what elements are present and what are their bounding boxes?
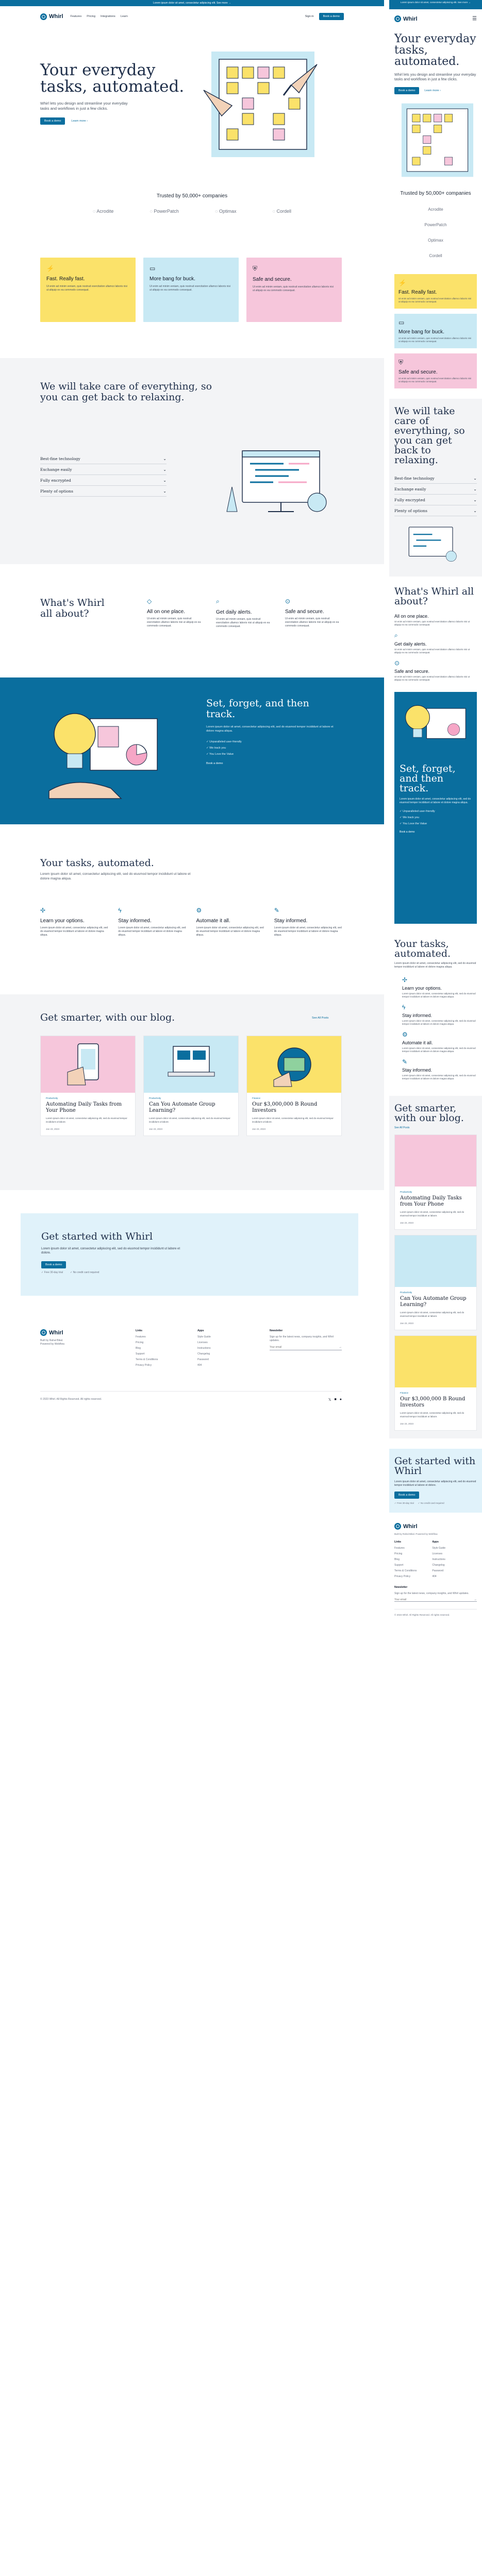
announcement-bar[interactable]: Lorem ipsum dolor sit amet, consectetur adipiscing elit. See more → bbox=[0, 0, 384, 6]
footer-link[interactable]: Terms & Conditions bbox=[394, 1569, 417, 1572]
mobile-newsletter bbox=[394, 1586, 477, 1602]
instagram-icon[interactable]: ● bbox=[339, 1398, 342, 1401]
accordion-item[interactable]: Best-fine technology ⌄ bbox=[394, 473, 477, 484]
mobile-see-all-posts-link[interactable]: See All Posts bbox=[394, 1126, 410, 1129]
blog-excerpt: Lorem ipsum dolor sit amet, consectetur adipiscing elit, sed do eiusmod tempor incididunt ut labore. bbox=[149, 1117, 230, 1123]
search-icon: ⌕ bbox=[394, 632, 398, 639]
blog-card[interactable] bbox=[394, 1134, 477, 1230]
footer-link[interactable]: 404 bbox=[432, 1575, 437, 1578]
about-feature-text: Ut enim ad minim veniam, quis nostrud exercitation ullamco laboris nisi ut aliquip ex ea commodo consequat. bbox=[394, 648, 470, 654]
task-feature-title: Stay informed. bbox=[274, 918, 308, 924]
nav-link-features[interactable]: Features bbox=[70, 15, 82, 18]
gear-icon: ⚙ bbox=[196, 907, 202, 914]
mobile-about-title: What's Whirl all about? bbox=[394, 586, 474, 607]
about-feature-title: Get daily alerts. bbox=[394, 641, 427, 647]
task-feature-text: Lorem ipsum dolor sit amet, consectetur adipiscing elit, sed do eiusmod tempor incididunt ut labore et dolore magna aliqua. bbox=[402, 1074, 476, 1080]
footer-link[interactable]: Licenses bbox=[197, 1341, 208, 1344]
accordion-item[interactable]: Best-fine technology ⌄ bbox=[40, 453, 167, 464]
gear-icon: ⚙ bbox=[402, 1031, 408, 1038]
footer-link[interactable]: Features bbox=[136, 1335, 146, 1338]
logo-icon bbox=[394, 15, 401, 22]
footer-bottom bbox=[40, 1391, 342, 1402]
blog-tag: Productivity bbox=[400, 1291, 412, 1294]
lightning-icon: ϟ bbox=[402, 1004, 406, 1011]
blog-date: Jan 23, 2023 bbox=[400, 1222, 414, 1224]
footer-link[interactable]: Blog bbox=[394, 1558, 400, 1561]
search-icon: ⌕ bbox=[216, 598, 220, 605]
footer-link[interactable]: Terms & Conditions bbox=[136, 1358, 158, 1361]
accordion-item[interactable]: Exchange easily ⌄ bbox=[394, 484, 477, 495]
tasks-header bbox=[40, 858, 195, 881]
value-card-text: Ut enim ad minim veniam, quis nostrud exercitation ullamco laboris nisi ut aliquip ex ea commodo consequat. bbox=[253, 285, 334, 292]
feature-accordion bbox=[40, 453, 167, 497]
copyright: © 2023 Whirl. All Rights Reserved. All rights reserved. bbox=[394, 1609, 477, 1616]
about-feature bbox=[216, 598, 274, 629]
about-feature bbox=[147, 598, 205, 629]
mobile-learn-more-link[interactable]: Learn more › bbox=[424, 89, 441, 92]
mobile-book-demo-button[interactable]: Book a demo bbox=[394, 87, 419, 94]
task-feature-title: Learn your options. bbox=[40, 918, 85, 924]
track-text: Lorem ipsum dolor sit amet, consectetur adipiscing elit, sed do eiusmod tempor incididunt ut labore et dolore magna aliqua. bbox=[206, 725, 334, 733]
task-feature bbox=[40, 907, 108, 937]
arrow-right-icon[interactable]: → bbox=[339, 1346, 342, 1349]
footer-link[interactable]: Licenses bbox=[432, 1552, 443, 1555]
sign-in-link[interactable]: Sign in bbox=[305, 15, 314, 18]
client-logo: Acrodite bbox=[428, 207, 443, 212]
tasks-features bbox=[40, 907, 342, 937]
newsletter-text: Sign up for the latest news, company insights, and Whirl updates. bbox=[394, 1592, 469, 1595]
value-card bbox=[394, 353, 477, 388]
value-card-text: Ut enim ad minim veniam, quis nostrud exercitation ullamco laboris nisi ut aliquip ex ea commodo consequat. bbox=[398, 297, 472, 303]
client-logo: Optimax bbox=[428, 238, 443, 243]
pen-icon: ✎ bbox=[402, 1058, 408, 1065]
lightning-icon: ϟ bbox=[118, 907, 122, 914]
task-feature-text: Lorem ipsum dolor sit amet, consectetur adipiscing elit, sed do eiusmod tempor incididunt ut labore et dolore magna aliqua. bbox=[402, 1020, 476, 1025]
about-feature-text: Ut enim ad minim veniam, quis nostrud exercitation ullamco laboris nisi ut aliquip ex ea commodo consequat. bbox=[147, 617, 201, 628]
logo-icon bbox=[40, 13, 47, 20]
mobile-tasks-section bbox=[389, 924, 482, 1080]
footer-newsletter bbox=[270, 1329, 342, 1353]
lock-icon: ⊙ bbox=[285, 598, 291, 605]
mobile-footer bbox=[389, 1513, 482, 1626]
mobile-track-title: Set, forget, and then track. bbox=[400, 763, 456, 794]
blog-cards bbox=[40, 1036, 342, 1136]
blog-image bbox=[395, 1336, 476, 1387]
footer-link[interactable]: Password bbox=[197, 1358, 209, 1361]
blog-image bbox=[144, 1036, 238, 1093]
footer-column-heading: Links bbox=[394, 1540, 402, 1544]
task-feature-text: Lorem ipsum dolor sit amet, consectetur adipiscing elit, sed do eiusmod tempor incididunt ut labore et dolore magna aliqua. bbox=[196, 926, 264, 937]
linkedin-icon[interactable]: ■ bbox=[334, 1398, 337, 1401]
copyright: © 2023 Whirl. All Rights Reserved. All rights reserved. bbox=[40, 1398, 102, 1401]
about-feature-title: All on one place. bbox=[394, 614, 429, 619]
mobile-nav bbox=[389, 9, 482, 28]
track-check-item: ✓ You Love the Value bbox=[400, 822, 472, 825]
footer-link[interactable]: Changelog bbox=[432, 1564, 445, 1567]
mobile-cta-title: Get started with Whirl bbox=[394, 1455, 476, 1477]
task-feature-title: Automate it all. bbox=[196, 918, 230, 924]
mobile-cta-notes bbox=[394, 1502, 477, 1505]
blog-tag: Finance bbox=[252, 1097, 261, 1099]
nav-actions bbox=[305, 13, 344, 20]
layers-icon: ◇ bbox=[147, 598, 152, 605]
value-card bbox=[40, 258, 136, 322]
cta-section bbox=[21, 1213, 358, 1296]
accordion-item[interactable]: Fully encrypted ⌄ bbox=[394, 495, 477, 505]
task-feature-text: Lorem ipsum dolor sit amet, consectetur adipiscing elit, sed do eiusmod tempor incididunt ut labore et dolore magna aliqua. bbox=[274, 926, 342, 937]
client-logo: ◌ Cordell bbox=[273, 209, 291, 214]
footer-link[interactable]: Instructions bbox=[197, 1347, 211, 1350]
value-card bbox=[394, 274, 477, 309]
footer-column-heading: Links bbox=[136, 1329, 143, 1332]
relax-section bbox=[0, 358, 384, 564]
accordion-item[interactable]: Exchange easily ⌄ bbox=[40, 464, 167, 475]
hero-title: Your everyday tasks, automated. bbox=[40, 61, 185, 96]
mobile-cta-text: Lorem ipsum dolor sit amet, consectetur adipiscing elit, sed do eiusmod tempor incididunt ut labore et dolore. bbox=[394, 1480, 476, 1487]
blog-excerpt: Lorem ipsum dolor sit amet, consectetur adipiscing elit, sed do eiusmod tempor incididunt ut labore. bbox=[252, 1117, 334, 1123]
client-logos bbox=[93, 209, 291, 214]
blog-date: Jan 23, 2023 bbox=[149, 1128, 163, 1130]
blog-section bbox=[0, 994, 384, 1190]
blog-post-title: Automating Daily Tasks from Your Phone bbox=[46, 1101, 122, 1113]
logo-icon bbox=[40, 1329, 47, 1336]
cta-text: Lorem ipsum dolor sit amet, consectetur adipiscing elit, sed do eiusmod tempor incididunt ut labore et dolore. bbox=[41, 1247, 180, 1255]
money-illustration bbox=[269, 1041, 320, 1088]
about-feature-text: Ut enim ad minim veniam, quis nostrud exercitation ullamco laboris nisi ut aliquip ex ea commodo consequat. bbox=[394, 675, 470, 681]
mobile-footer-columns bbox=[394, 1540, 477, 1581]
value-card-text: Ut enim ad minim veniam, quis nostrud exercitation ullamco laboris nisi ut aliquip ex ea commodo consequat. bbox=[398, 337, 472, 343]
money-icon: ▭ bbox=[398, 319, 405, 326]
footer-apps-column bbox=[197, 1329, 211, 1369]
task-feature-text: Lorem ipsum dolor sit amet, consectetur adipiscing elit, sed do eiusmod tempor incididunt ut labore et dolore magna aliqua. bbox=[402, 992, 476, 998]
task-feature-title: Stay informed. bbox=[118, 918, 152, 924]
money-icon: ▭ bbox=[149, 265, 156, 272]
mobile-client-logos bbox=[389, 202, 482, 264]
value-card-text: Ut enim ad minim veniam, quis nostrud exercitation ullamco laboris nisi ut aliquip ex ea commodo consequat. bbox=[149, 285, 231, 292]
footer-tagline: Built by Rahal Bikal. Powered by Webflow. bbox=[394, 1533, 438, 1535]
mobile-value-cards bbox=[389, 264, 482, 388]
blog-post-title: Automating Daily Tasks from Your Phone bbox=[400, 1195, 462, 1207]
blog-image bbox=[41, 1036, 135, 1093]
mobile-hero bbox=[389, 28, 482, 180]
accordion-item[interactable]: Plenty of options ⌄ bbox=[394, 505, 477, 516]
code-illustration bbox=[217, 446, 335, 518]
lightning-icon: ⚡ bbox=[398, 279, 406, 286]
accordion-item[interactable]: Fully encrypted ⌄ bbox=[40, 475, 167, 486]
mobile-track-book-demo-link[interactable]: Book a demo bbox=[400, 831, 415, 834]
blog-card[interactable] bbox=[246, 1036, 342, 1136]
blog-excerpt: Lorem ipsum dolor sit amet, consectetur adipiscing elit, sed do eiusmod tempor incididunt ut labore. bbox=[400, 1211, 464, 1217]
see-all-posts-link[interactable]: See All Posts bbox=[312, 1016, 329, 1020]
mobile-announcement-bar[interactable]: Lorem ipsum dolor sit amet, consectetur adipiscing elit. See more → bbox=[389, 0, 482, 9]
task-feature bbox=[274, 907, 342, 937]
mobile-hero-subtitle: Whirl lets you design and streamline your everyday tasks and workflows in just a few clicks. bbox=[394, 73, 476, 81]
cta-book-demo-button[interactable]: Book a demo bbox=[41, 1261, 66, 1268]
brand-name: Whirl bbox=[403, 1523, 418, 1530]
arrow-right-icon[interactable]: → bbox=[474, 1598, 477, 1601]
brand-name: Whirl bbox=[49, 1329, 63, 1336]
mobile-relax-title: We will take care of everything, so you can get back to relaxing. bbox=[394, 405, 465, 466]
lightning-icon: ⚡ bbox=[46, 265, 54, 272]
footer-link[interactable]: Blog bbox=[136, 1347, 141, 1350]
phone-illustration bbox=[62, 1041, 114, 1088]
cta-title: Get started with Whirl bbox=[41, 1231, 153, 1242]
blog-date: Jan 23, 2023 bbox=[400, 1322, 414, 1325]
lightbulb-illustration bbox=[44, 703, 168, 801]
footer-link[interactable]: Instructions bbox=[432, 1558, 445, 1561]
task-feature bbox=[402, 1004, 477, 1026]
relax-title: We will take care of everything, so you can get back to relaxing. bbox=[40, 381, 212, 403]
newsletter-text: Sign up for the latest news, company insights, and Whirl updates. bbox=[270, 1335, 334, 1342]
blog-card[interactable] bbox=[40, 1036, 136, 1136]
blog-tag: Productivity bbox=[400, 1191, 412, 1193]
logo-icon bbox=[394, 1523, 401, 1530]
about-title: What's Whirl all about? bbox=[40, 597, 105, 619]
blog-image bbox=[247, 1036, 341, 1093]
task-feature bbox=[402, 1031, 477, 1053]
cta-note: ✓ No credit card required bbox=[70, 1271, 99, 1274]
footer-link[interactable]: Style Guide bbox=[432, 1547, 446, 1550]
shield-icon: ⛨ bbox=[398, 359, 404, 366]
nav-link-integrations[interactable]: Integrations bbox=[101, 15, 115, 18]
footer-apps-column bbox=[432, 1540, 445, 1581]
blog-image bbox=[395, 1235, 476, 1287]
task-feature bbox=[402, 1058, 477, 1080]
about-feature-text: Ut enim ad minim veniam, quis nostrud exercitation ullamco laboris nisi ut aliquip ex ea commodo consequat. bbox=[394, 620, 470, 626]
task-feature-title: Stay informed. bbox=[402, 1013, 433, 1018]
task-feature-text: Lorem ipsum dolor sit amet, consectetur adipiscing elit, sed do eiusmod tempor incididunt ut labore et dolore magna aliqua. bbox=[40, 926, 108, 937]
track-book-demo-link[interactable]: Book a demo bbox=[206, 762, 223, 765]
footer-link[interactable]: 404 bbox=[197, 1364, 202, 1367]
social-links bbox=[328, 1398, 342, 1402]
track-title: Set, forget, and then track. bbox=[206, 698, 309, 720]
blog-title: Get smarter, with our blog. bbox=[40, 1012, 175, 1023]
hero-subtitle: Whirl lets you design and streamline your everyday tasks and workflows in just a few clicks. bbox=[40, 101, 128, 111]
about-feature-title: Safe and secure. bbox=[394, 669, 430, 674]
blog-tag: Productivity bbox=[149, 1097, 161, 1099]
task-feature-title: Stay informed. bbox=[402, 1067, 433, 1073]
footer-link[interactable]: Password bbox=[432, 1569, 444, 1572]
track-content bbox=[206, 698, 335, 765]
track-check-item: ✓ We track you bbox=[400, 816, 472, 819]
value-card-text: Ut enim ad minim veniam, quis nostrud exercitation ullamco laboris nisi ut aliquip ex ea commodo consequat. bbox=[46, 285, 128, 292]
mobile-track-section bbox=[394, 692, 477, 924]
mobile-relax-section bbox=[389, 399, 482, 577]
footer-links-column bbox=[136, 1329, 158, 1369]
newsletter-email-input[interactable] bbox=[270, 1346, 326, 1349]
about-feature bbox=[285, 598, 343, 629]
blog-post-title: Can You Automate Group Learning? bbox=[149, 1101, 215, 1113]
value-card-title: Safe and secure. bbox=[253, 277, 292, 282]
book-demo-button[interactable]: Book a demo bbox=[319, 13, 344, 20]
blog-post-title: Can You Automate Group Learning? bbox=[400, 1296, 467, 1308]
about-feature-title: Safe and secure. bbox=[285, 609, 324, 615]
mobile-hero-title: Your everyday tasks, automated. bbox=[394, 32, 476, 68]
value-card-title: More bang for buck. bbox=[398, 329, 444, 335]
about-features bbox=[147, 598, 343, 629]
footer bbox=[40, 1329, 342, 1402]
about-feature bbox=[394, 614, 477, 626]
client-logo: PowerPatch bbox=[424, 223, 447, 227]
cta-note: ✓ No credit card required bbox=[418, 1502, 444, 1504]
tasks-text: Lorem ipsum dolor sit amet, consectetur adipiscing elit, sed do eiusmod tempor incididunt ut labore et dolore magna aliqua. bbox=[40, 872, 191, 880]
value-cards bbox=[40, 258, 342, 322]
mobile-footer-logo[interactable] bbox=[394, 1523, 477, 1530]
footer-tagline: Built by Rahal Bikal. Powered by Webflow. bbox=[40, 1339, 65, 1346]
footer-link[interactable]: Privacy Policy bbox=[136, 1364, 152, 1367]
pen-icon: ✎ bbox=[274, 907, 279, 914]
value-card-title: Safe and secure. bbox=[398, 369, 438, 375]
mobile-tasks-title: Your tasks, automated. bbox=[394, 938, 451, 959]
blog-card[interactable] bbox=[394, 1235, 477, 1330]
newsletter-input-row bbox=[270, 1346, 342, 1350]
mobile-page bbox=[389, 0, 482, 2576]
compass-icon: ✢ bbox=[402, 976, 408, 984]
newsletter-email-input[interactable] bbox=[394, 1598, 456, 1601]
value-card-text: Ut enim ad minim veniam, quis nostrud exercitation ullamco laboris nisi ut aliquip ex ea commodo consequat. bbox=[398, 377, 472, 383]
value-card-title: Fast. Really fast. bbox=[398, 290, 437, 295]
value-card-title: Fast. Really fast. bbox=[46, 276, 85, 282]
logo[interactable] bbox=[40, 13, 63, 20]
tasks-title: Your tasks, automated. bbox=[40, 857, 154, 869]
footer-link[interactable]: Pricing bbox=[136, 1341, 144, 1344]
task-feature bbox=[118, 907, 186, 937]
mobile-blog-section bbox=[389, 1096, 482, 1438]
twitter-icon[interactable]: 𝕏 bbox=[328, 1398, 331, 1402]
blog-post-title: Our $3,000,000 B Round Investors bbox=[252, 1101, 318, 1113]
track-section bbox=[0, 677, 384, 824]
task-feature bbox=[402, 976, 477, 998]
cta-note: ✓ Free 30-day trial bbox=[394, 1502, 414, 1504]
footer-link[interactable]: Support bbox=[394, 1564, 404, 1567]
footer-link[interactable]: Changelog bbox=[197, 1352, 210, 1355]
mobile-code-illustration bbox=[394, 524, 461, 565]
main-nav bbox=[0, 6, 384, 27]
value-card-title: More bang for buck. bbox=[149, 276, 195, 282]
footer-link[interactable]: Features bbox=[394, 1547, 405, 1550]
footer-link[interactable]: Privacy Policy bbox=[394, 1575, 411, 1578]
brand-name: Whirl bbox=[403, 15, 418, 22]
laptop-illustration bbox=[163, 1041, 220, 1088]
brand-name: Whirl bbox=[49, 13, 63, 20]
blog-date: Jan 23, 2023 bbox=[46, 1128, 60, 1130]
blog-tag: Finance bbox=[400, 1392, 409, 1394]
newsletter-heading: Newsletter bbox=[270, 1329, 283, 1332]
footer-link[interactable]: Style Guide bbox=[197, 1335, 211, 1338]
cta-note: ✓ Free 30-day trial bbox=[41, 1271, 63, 1274]
client-logo: ◌ Optimax bbox=[215, 209, 236, 214]
cta-notes bbox=[41, 1271, 99, 1274]
client-logo: ◌ Acrodite bbox=[93, 209, 113, 214]
compass-icon: ✢ bbox=[40, 907, 46, 914]
footer-link[interactable]: Pricing bbox=[394, 1552, 403, 1555]
mobile-about-section bbox=[389, 577, 482, 682]
about-feature-text: Ut enim ad minim veniam, quis nostrud exercitation ullamco laboris nisi ut aliquip ex ea commodo consequat. bbox=[216, 618, 270, 628]
blog-excerpt: Lorem ipsum dolor sit amet, consectetur adipiscing elit, sed do eiusmod tempor incididunt ut labore. bbox=[400, 1311, 464, 1317]
newsletter-heading: Newsletter bbox=[394, 1586, 408, 1589]
hero-illustration bbox=[201, 49, 320, 160]
blog-image bbox=[395, 1135, 476, 1187]
lock-icon: ⊙ bbox=[394, 659, 400, 667]
nav-link-pricing[interactable]: Pricing bbox=[87, 15, 96, 18]
about-feature bbox=[394, 632, 477, 654]
value-card bbox=[143, 258, 239, 322]
mobile-lightbulb-illustration bbox=[400, 697, 472, 759]
blog-excerpt: Lorem ipsum dolor sit amet, consectetur adipiscing elit, sed do eiusmod tempor incididunt ut labore. bbox=[400, 1412, 464, 1418]
hero-book-demo-button[interactable]: Book a demo bbox=[40, 117, 65, 125]
track-check-item: ✓ You Love the Value bbox=[206, 753, 335, 756]
blog-card[interactable] bbox=[394, 1335, 477, 1431]
mobile-cta-button[interactable]: Book a demo bbox=[394, 1492, 419, 1499]
mobile-trusted-heading: Trusted by 50,000+ companies bbox=[400, 191, 471, 196]
hero-text bbox=[40, 62, 185, 125]
about-feature-text: Ut enim ad minim veniam, quis nostrud exercitation ullamco laboris nisi ut aliquip ex ea commodo consequat. bbox=[285, 617, 339, 628]
client-logo: ◌ PowerPatch bbox=[150, 209, 179, 214]
value-card bbox=[246, 258, 342, 322]
nav-link-learn[interactable]: Learn bbox=[120, 15, 128, 18]
hamburger-menu-icon[interactable]: ☰ bbox=[472, 16, 477, 22]
client-logo: Cordell bbox=[429, 253, 442, 258]
track-check-item: ✓ Unparalleled user-friendly bbox=[400, 810, 472, 813]
blog-date: Jan 23, 2023 bbox=[400, 1422, 414, 1425]
blog-post-title: Our $3,000,000 B Round Investors bbox=[400, 1396, 466, 1408]
footer-link[interactable]: Support bbox=[136, 1352, 145, 1355]
track-check-item: ✓ Unparalleled user-friendly bbox=[206, 740, 335, 743]
mobile-logo[interactable] bbox=[394, 15, 418, 22]
task-feature-text: Lorem ipsum dolor sit amet, consectetur adipiscing elit, sed do eiusmod tempor incididunt ut labore et dolore magna aliqua. bbox=[118, 926, 186, 937]
task-feature-title: Learn your options. bbox=[402, 986, 442, 991]
hero-learn-more-link[interactable]: Learn more › bbox=[71, 120, 88, 123]
mobile-cta-section bbox=[389, 1449, 482, 1513]
task-feature-text: Lorem ipsum dolor sit amet, consectetur adipiscing elit, sed do eiusmod tempor incididunt ut labore et dolore magna aliqua. bbox=[402, 1047, 476, 1053]
blog-date: Jan 23, 2023 bbox=[252, 1128, 266, 1130]
about-feature-title: All on one place. bbox=[147, 609, 185, 615]
accordion-item[interactable]: Plenty of options ⌄ bbox=[40, 486, 167, 497]
newsletter-input-row bbox=[394, 1598, 477, 1602]
task-feature bbox=[196, 907, 264, 937]
blog-card[interactable] bbox=[143, 1036, 239, 1136]
mobile-blog-title: Get smarter, with our blog. bbox=[394, 1103, 464, 1124]
footer-column-heading: Apps bbox=[197, 1329, 204, 1332]
nav-links bbox=[71, 15, 128, 18]
track-check-item: ✓ We track you bbox=[206, 747, 335, 750]
footer-column-heading: Apps bbox=[432, 1540, 439, 1544]
about-feature bbox=[394, 659, 477, 682]
trusted-heading: Trusted by 50,000+ companies bbox=[156, 193, 228, 199]
mobile-tasks-text: Lorem ipsum dolor sit amet, consectetur adipiscing elit, sed do eiusmod tempor incididunt ut labore et dolore magna aliqua. bbox=[394, 962, 476, 969]
mobile-hero-illustration bbox=[394, 101, 477, 179]
blog-excerpt: Lorem ipsum dolor sit amet, consectetur adipiscing elit, sed do eiusmod tempor incididunt ut labore. bbox=[46, 1117, 127, 1123]
mobile-track-text: Lorem ipsum dolor sit amet, consectetur adipiscing elit, sed do eiusmod tempor incididunt ut labore et dolore magna aliqua. bbox=[400, 798, 471, 804]
value-card bbox=[394, 314, 477, 348]
footer-links-column bbox=[394, 1540, 417, 1581]
blog-tag: Productivity bbox=[46, 1097, 58, 1099]
about-feature-title: Get daily alerts. bbox=[216, 609, 252, 615]
shield-icon: ⛨ bbox=[253, 265, 258, 272]
task-feature-title: Automate it all. bbox=[402, 1040, 433, 1045]
